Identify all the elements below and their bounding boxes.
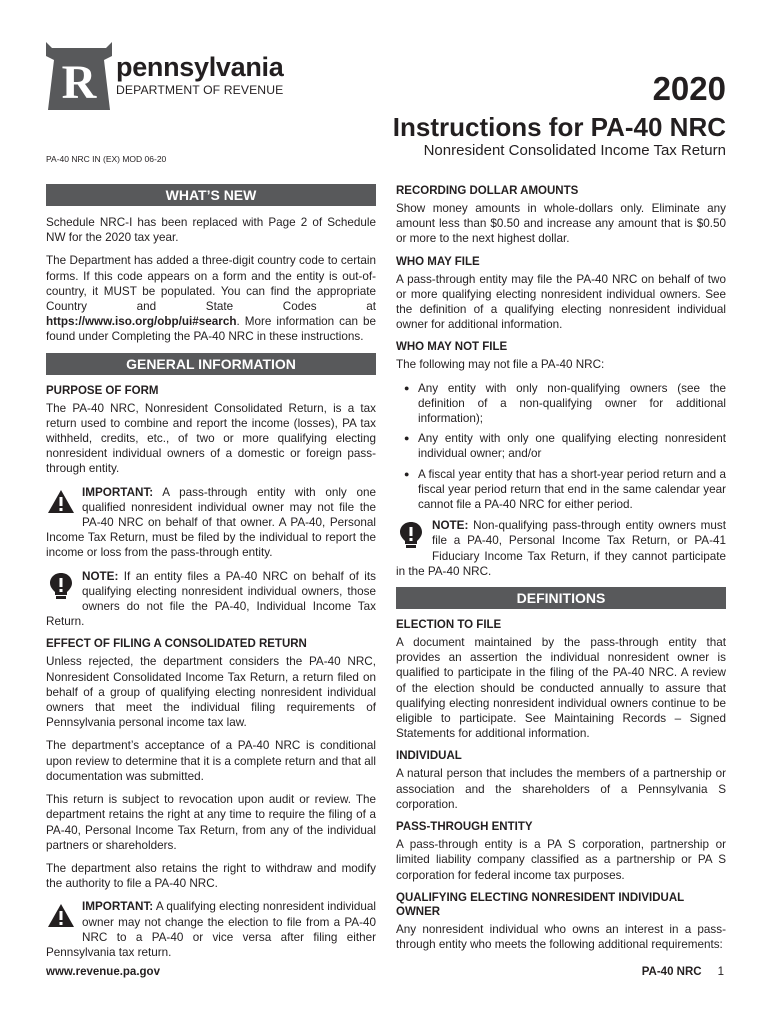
who-may-not-file-paragraph: The following may not file a PA-40 NRC:: [396, 358, 605, 372]
department-name: DEPARTMENT OF REVENUE: [116, 83, 284, 97]
warning-triangle-icon: [46, 487, 76, 517]
right-column: [396, 184, 726, 960]
purpose-paragraph: The PA-40 NRC, Nonresident Consolidated Return, is a tax return used to combine and report the income (losses), PA tax withheld, credits, etc., of two or more qualifying electing nonresident individual owners of a domestic or foreign pass-through entity.: [46, 401, 376, 476]
whats-new-paragraph-2: The Department has added a three-digit country code to certain forms. If this code appears on a form and the entity is out-of-country, it MUST be populated. You can find the appropriate Country and State Codes at https://www.iso.org/obp/ui#search. More information can be found under Completing the PA-40 NRC in these instructions.: [46, 254, 376, 344]
note-callout-2: NOTE: Non-qualifying pass-through entity owners must file a PA-40, Personal Income Tax Return, or PA-41 Fiduciary Income Tax Return, if they cannot participate in the PA-40 NRC.: [396, 519, 726, 578]
effect-heading: EFFECT OF FILING A CONSOLIDATED RETURN: [46, 638, 307, 651]
who-may-not-file-list: [396, 381, 726, 513]
recording-heading: RECORDING DOLLAR AMOUNTS: [396, 185, 579, 197]
who-may-file-heading: WHO MAY FILE: [396, 255, 480, 268]
election-heading: ELECTION TO FILE: [396, 619, 502, 632]
note-callout-1: NOTE: If an entity files a PA-40 NRC on behalf of its qualifying electing nonresident individual owners, those owners do not file the PA-40, Individual Income Tax Return.: [46, 569, 376, 629]
iso-link[interactable]: https://www.iso.org/obp/ui#search: [46, 315, 237, 329]
recording-paragraph: Show money amounts in whole-dollars only. Eliminate any amount less than $0.50 and increase any amount that is $0.50 or more to the next highest dollar.: [396, 202, 726, 246]
document-subtitle: Nonresident Consolidated Income Tax Return: [423, 142, 726, 159]
qualifying-paragraph: Any nonresident individual who owns an interest in a pass-through entity who meets the following additional requirements:: [396, 922, 726, 951]
whats-new-paragraph-1: Schedule NRC-I has been replaced with Page 2 of Schedule NW for the 2020 tax year.: [46, 216, 376, 245]
purpose-heading: PURPOSE OF FORM: [46, 384, 159, 397]
left-column: [46, 184, 376, 968]
document-title: Instructions for PA-40 NRC: [392, 112, 726, 142]
lightbulb-icon: [46, 571, 76, 601]
list-item: ● Any entity with only one qualifying electing nonresident individual owner; and/or: [396, 431, 726, 461]
tax-year: 2020: [652, 70, 726, 107]
page-number: 1: [717, 966, 724, 978]
pass-through-paragraph: A pass-through entity is a PA S corporation, partnership or limited liability company classified as a partnership or PA S corporation for federal income tax purposes.: [396, 838, 726, 882]
effect-paragraph-4: The department also retains the right to withdraw and modify the authority to file a PA-40 NRC.: [46, 861, 376, 891]
whats-new-banner: WHAT’S NEW: [46, 184, 376, 206]
effect-paragraph-1: Unless rejected, the department considers the PA-40 NRC, Nonresident Consolidated Income Tax Return, a return filed on behalf of a group of qualifying electing nonresident individual owners that meet the individual filing requirements of Pennsylvania personal income tax law.: [46, 655, 376, 730]
svg-text:R: R: [61, 56, 97, 109]
list-item: ● A fiscal year entity that has a short-year period return and a fiscal year period return that end in the same calendar year cannot file a PA-40 NRC for either period.: [396, 467, 726, 513]
general-information-banner: GENERAL INFORMATION: [46, 353, 376, 375]
state-name: pennsylvania: [116, 52, 284, 82]
form-code: PA-40 NRC IN (EX) MOD 06-20: [46, 154, 167, 164]
warning-triangle-icon: [46, 901, 76, 931]
list-item: ● Any entity with only non-qualifying owners (see the definition of a non-qualifying owner for additional information);: [396, 381, 726, 427]
important-callout-1: IMPORTANT: A pass-through entity with only one qualified nonresident individual owner may not file the PA-40 NRC on behalf of that owner. A PA-40, Personal Income Tax Return, must be filed by the individual to report the income or loss from the pass-through entity.: [46, 485, 376, 560]
definitions-banner: DEFINITIONS: [396, 587, 726, 609]
individual-heading: INDIVIDUAL: [396, 750, 462, 763]
who-may-file-paragraph: A pass-through entity may file the PA-40 NRC on behalf of two or more qualifying electing nonresident individual owners. See the definition of a qualifying electing nonresident individual owner for additional information.: [396, 272, 726, 332]
revenue-logo: [46, 40, 284, 110]
election-paragraph: A document maintained by the pass-through entity that provides an assertion the individual nonresident owner is qualified to participate in the filing of the PA-40 NRC. A review of the election should be conducted annually to assure that qualifying electing nonresident individual owners continue to be eligible to participate. See Maintaining Records – Signed Statements for additional information.: [396, 636, 726, 741]
effect-paragraph-3: This return is subject to revocation upon audit or review. The department retains the right at any time to require the filing of a PA-40, Personal Income Tax Return, from any of the individual partners or shareholders.: [46, 793, 376, 852]
keystone-logo-icon: [46, 40, 112, 110]
page-footer: [642, 966, 724, 978]
who-may-not-file-heading: WHO MAY NOT FILE: [396, 341, 508, 354]
qualifying-heading: QUALIFYING ELECTING NONRESIDENT INDIVIDUAL OWNER: [396, 891, 684, 918]
effect-paragraph-2: The department’s acceptance of a PA-40 NRC is conditional upon review to determine that it is a complete return and that all documentation was submitted.: [46, 739, 376, 783]
lightbulb-icon: [396, 520, 426, 550]
footer-form: PA-40 NRC: [641, 966, 702, 978]
website-link[interactable]: www.revenue.pa.gov: [46, 966, 160, 978]
important-callout-2: IMPORTANT: A qualifying electing nonresident individual owner may not change the election to file from a PA-40 NRC to a PA-40 or vice versa after filing either Pennsylvania tax return.: [46, 900, 376, 959]
pass-through-heading: PASS-THROUGH ENTITY: [396, 821, 533, 834]
individual-paragraph: A natural person that includes the members of a partnership or association and the shareholders of a Pennsylvania S corporation.: [396, 767, 726, 811]
